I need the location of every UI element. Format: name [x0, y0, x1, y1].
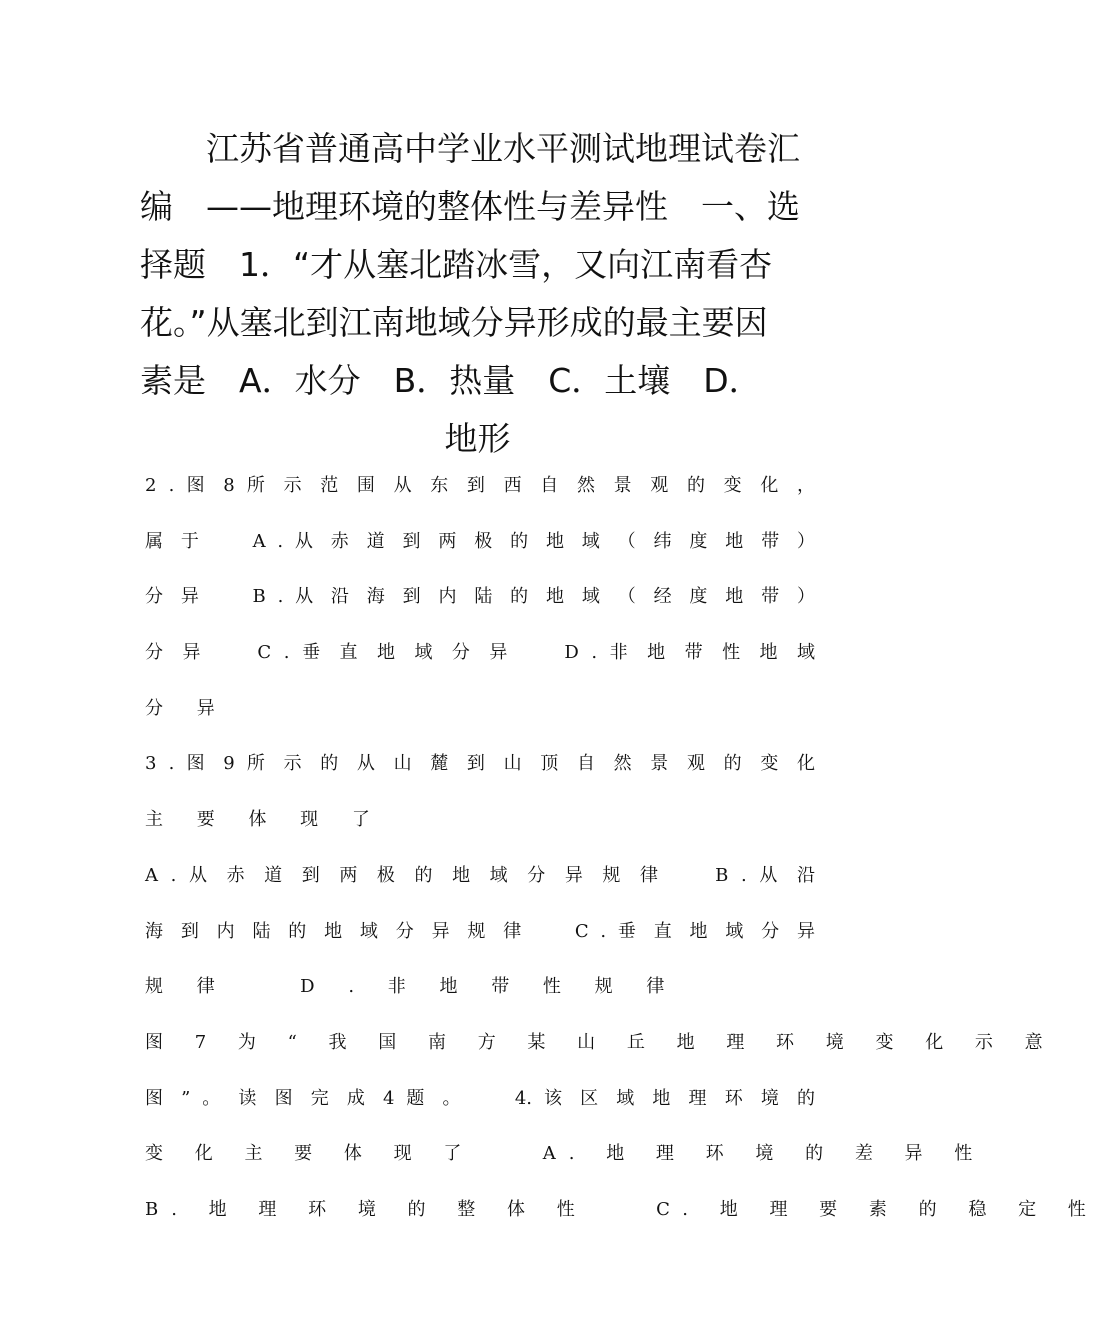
- figure-7-intro-line-1: 图 7 为 “ 我 国 南 方 某 山 丘 地 理 环 境 变 化 示 意: [145, 1031, 1056, 1053]
- question-body: [145, 458, 1099, 1238]
- title-line-1: 江苏省普通高中学业水平测试地理试卷汇: [206, 129, 800, 168]
- question-2-line-2: 属 于 A . 从 赤 道 到 两 极 的 地 域 （ 纬 度 地 带 ）: [145, 530, 815, 552]
- question-2-line-1: 2 . 图 8 所 示 范 围 从 东 到 西 自 然 景 观 的 变 化 ，: [145, 475, 815, 496]
- question-1-last-option: 地形: [444, 419, 511, 458]
- question-1-line-2: 花。”从塞北到江南地域分异形成的最主要因: [140, 303, 768, 342]
- question-2-line-4: 分 异 C . 垂 直 地 域 分 异 D . 非 地 带 性 地 域: [145, 642, 815, 664]
- question-1-line-1: 择题 1．“才从塞北踏冰雪，又向江南看杏: [140, 245, 773, 284]
- question-2-line-3: 分 异 B . 从 沿 海 到 内 陆 的 地 域 （ 经 度 地 带 ）: [145, 586, 815, 608]
- question-3-options-line-2: 海 到 内 陆 的 地 域 分 异 规 律 C . 垂 直 地 域 分 异: [145, 920, 815, 942]
- question-4-line-3: B. 地 理 环 境 的 整 体 性 C. 地 理 要 素 的 稳 定 性: [145, 1199, 1099, 1221]
- question-2-line-5: 分 异: [145, 697, 229, 719]
- question-1-options: 素是 A．水分 B．热量 C．土壤 D．: [140, 361, 762, 400]
- question-4-line-2: 变 化 主 要 体 现 了 A. 地 理 环 境 的 差 异 性: [145, 1143, 986, 1165]
- document-title-block: [140, 120, 815, 468]
- question-3-options-line-3: 规 律 D . 非 地 带 性 规 律: [145, 976, 679, 998]
- title-line-2: 编 ——地理环境的整体性与差异性 一、选: [140, 187, 800, 226]
- question-3-line-2: 主 要 体 现 了: [145, 809, 384, 831]
- question-4-line-1: 图 ” 。 读 图 完 成 4 题 。 4. 该 区 域 地 理 环 境 的: [145, 1087, 815, 1109]
- question-3-line-1: 3 . 图 9 所 示 的 从 山 麓 到 山 顶 自 然 景 观 的 变 化: [145, 753, 815, 775]
- question-3-options-line-1: A . 从 赤 道 到 两 极 的 地 域 分 异 规 律 B . 从 沿: [145, 864, 815, 886]
